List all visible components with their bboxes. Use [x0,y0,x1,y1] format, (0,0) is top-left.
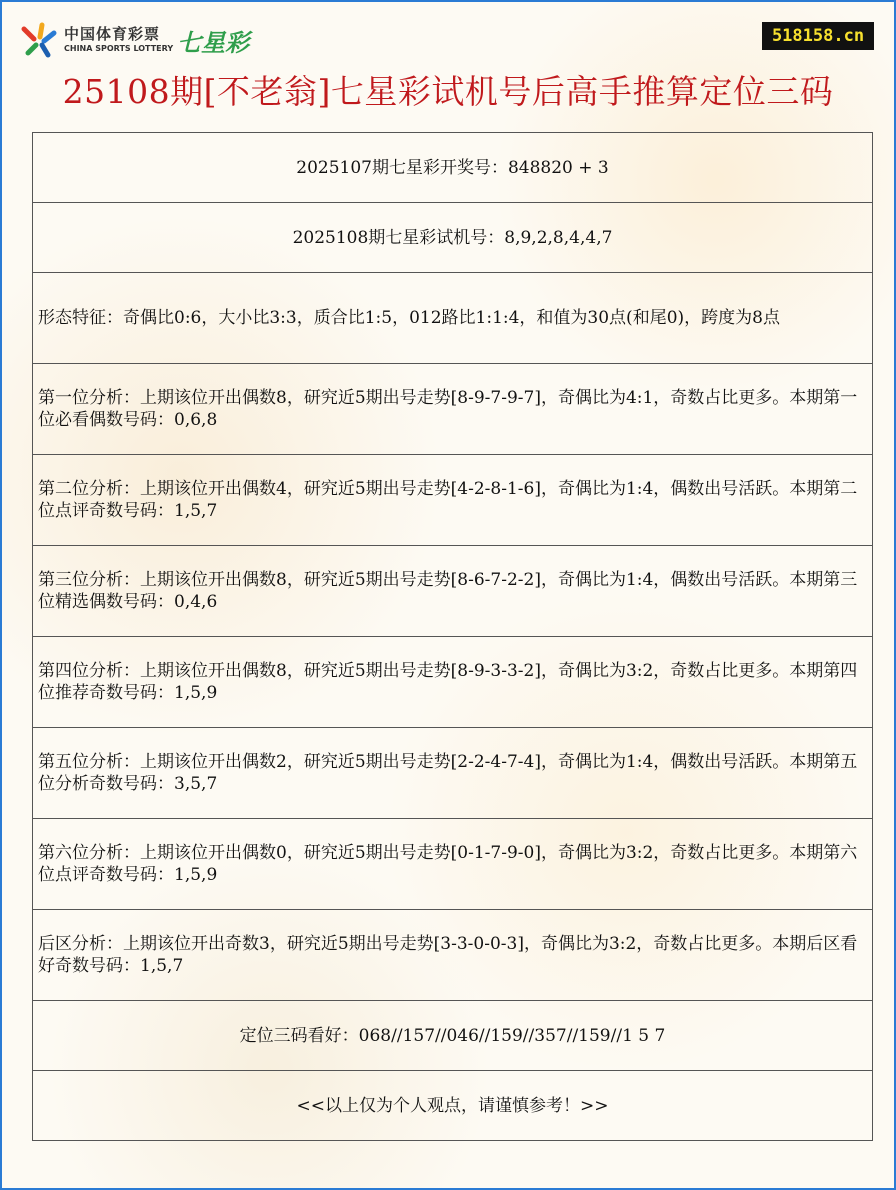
position-6-analysis-cell: 第六位分析：上期该位开出偶数0，研究近5期出号走势[0-1-7-9-0]，奇偶比为3:2，奇数占比更多。本期第六位点评奇数号码：1,5,9 [33,819,873,910]
disclaimer-cell: <<以上仅为个人观点，请谨慎参考！>> [33,1071,873,1141]
position-pick-cell: 定位三码看好：068//157//046//159//357//159//1 5 7 [33,1001,873,1071]
table-row [33,637,873,728]
table-row [33,364,873,455]
table-row [33,133,873,203]
shape-feature-cell: 形态特征：奇偶比0:6，大小比3:3，质合比1:5，012路比1:1:4，和值为30点(和尾0)，跨度为8点 [33,273,873,364]
position-1-analysis-cell: 第一位分析：上期该位开出偶数8，研究近5期出号走势[8-9-7-9-7]，奇偶比为4:1，奇数占比更多。本期第一位必看偶数号码：0,6,8 [33,364,873,455]
page-title: 25108期[不老翁]七星彩试机号后高手推算定位三码 [62,72,834,111]
lottery-logo [20,20,249,60]
table-row [33,455,873,546]
analysis-table [32,132,873,1141]
logo-english-text: CHINA SPORTS LOTTERY [64,44,174,53]
back-zone-analysis-cell: 后区分析：上期该位开出奇数3，研究近5期出号走势[3-3-0-0-3]，奇偶比为3:2，奇数占比更多。本期后区看好奇数号码：1,5,7 [33,910,873,1001]
table-row [33,203,873,273]
test-number-cell: 2025108期七星彩试机号：8,9,2,8,4,4,7 [33,203,873,273]
draw-result-cell: 2025107期七星彩开奖号：848820 + 3 [33,133,873,203]
position-2-analysis-cell: 第二位分析：上期该位开出偶数4，研究近5期出号走势[4-2-8-1-6]，奇偶比为1:4，偶数出号活跃。本期第二位点评奇数号码：1,5,7 [33,455,873,546]
table-row [33,1071,873,1141]
logo-chinese-text: 中国体育彩票 [64,25,161,43]
logo-brand: 七星彩 [177,28,250,57]
star-logo-icon [20,21,58,59]
table-row [33,819,873,910]
table-row [33,273,873,364]
position-5-analysis-cell: 第五位分析：上期该位开出偶数2，研究近5期出号走势[2-2-4-7-4]，奇偶比为1:4，偶数出号活跃。本期第五位分析奇数号码：3,5,7 [33,728,873,819]
table-row [33,910,873,1001]
table-row [33,1001,873,1071]
position-3-analysis-cell: 第三位分析：上期该位开出偶数8，研究近5期出号走势[8-6-7-2-2]，奇偶比为1:4，偶数出号活跃。本期第三位精选偶数号码：0,4,6 [33,546,873,637]
position-4-analysis-cell: 第四位分析：上期该位开出偶数8，研究近5期出号走势[8-9-3-3-2]，奇偶比为3:2，奇数占比更多。本期第四位推荐奇数号码：1,5,9 [33,637,873,728]
table-row [33,546,873,637]
table-row [33,728,873,819]
site-badge: 518158.cn [762,22,874,50]
